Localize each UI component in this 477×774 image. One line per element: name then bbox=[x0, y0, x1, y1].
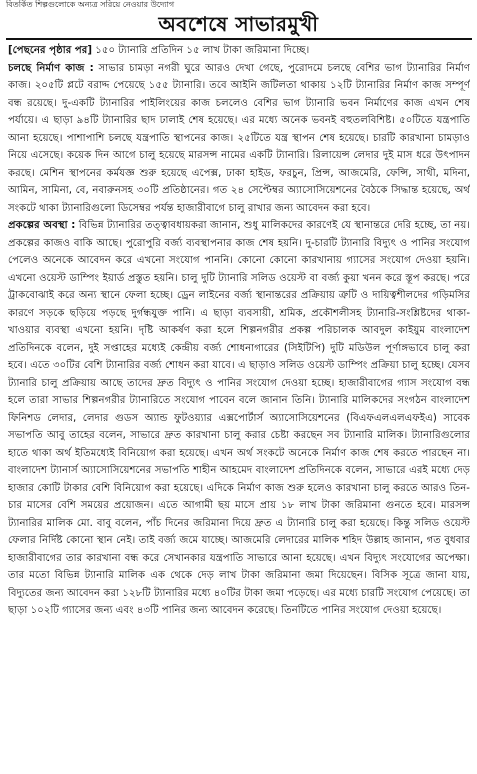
project-status-text: বিভিন্ন ট্যানারির তত্ত্বাবধায়করা জানান, শুধু মালিকদের কারণেই যে স্থানান্তরে দেরি হচ্ছে, তা নয়। প্রকল্পের কাজও বাকি আছে। পুরোপুরি বর্জ্য ব্যবস্থাপনার কাজ শেষ হয়নি। দু-চারটি ট্যানারি বিদ্যুৎ ও পানির সংযোগ পেলেও অনেকে আবেদন করে এখনো সংযোগ পাননি। কোনো কোনো কারখানায় গ্যাসের সংযোগ দেওয়া হয়নি। এখনো ওয়েস্ট ডাম্পিং ইয়ার্ড প্রস্তুত হয়নি। চালু দুটি ট্যানারি সলিড ওয়েস্ট বা বর্জ্য কুয়া খনন করে স্তূপ করছে। পরে ট্রাকবোঝাই করে অন্য স্থানে ফেলা হচ্ছে। ড্রেন লাইনের বর্জ্য স্থানান্তরের প্রক্রিয়ায় ত্রুটি ও দায়িত্বশীলদের গড়িমসির কারণে সড়কে ছড়িয়ে পড়ছে দুর্গন্ধযুক্ত পানি। এ ছাড়া ব্যবসায়ী, শ্রমিক, প্রকৌশলীসহ ট্যানারি-সংশ্লিষ্টদের থাকা-খাওয়ার ব্যবস্থা এখনো হয়নি। দৃষ্টি আকর্ষণ করা হলে শিল্পনগরীর প্রকল্প পরিচালক আবদুল কাইয়ুম বাংলাদেশ প্রতিদিনকে বলেন, দুই সপ্তাহের মধ্যেই কেন্দ্রীয় বর্জ্য শোধনাগারের (সিইটিপি) দুটি মডিউল পূর্ণাঙ্গভাবে চালু করা হবে। এতে ৩০টির বেশি ট্যানারির বর্জ্য শোধন করা যাবে। এ ছাড়াও সলিড ওয়েস্ট ডাম্পিং প্রক্রিয়া চালু হচ্ছে। যেসব ট্যানারি চালু প্রক্রিয়ায় আছে তাদের দ্রুত বিদ্যুৎ ও পানির সংযোগ দেওয়া হচ্ছে। হাজারীবাগের গ্যাস সংযোগ বন্ধ হলে তারা সাভার শিল্পনগরীর ট্যানারিতে সংযোগ পাবেন বলে জানান তিনি। ট্যানারি মালিকদের সংগঠন বাংলাদেশ ফিনিশড লেদার, লেদার গুডস অ্যান্ড ফুটওয়্যার এক্সপোর্টার্স অ্যাসোসিয়েশনের (বিএফএলএলএফইএ) সাবেক সভাপতি আবু তাহের বলেন, সাভারে দ্রুত কারখানা চালু করার চেষ্টা করছেন সব ট্যানারি মালিক। ট্যানারিগুলোর হাতে থাকা অর্থ ইতিমধ্যেই বিনিয়োগ করা হয়েছে। এখন অর্থ সংকটে অনেকে নির্মাণ কাজ শেষ করতে পারছেন না। বাংলাদেশ ট্যানার্স অ্যাসোসিয়েশনের সভাপতি শাহীন আহমেদ বাংলাদেশ প্রতিদিনকে বলেন, সাভারে এরই মধ্যে দেড় হাজার কোটি টাকার বেশি বিনিয়োগ করা হয়েছে। এদিকে নির্মাণ কাজ শুরু হলেও কারখানা চালু করতে আরও তিন-চার মাসের বেশি সময়ের প্রয়োজন। এতে আগামী ছয় মাসে প্রায় ১৮ লাখ টাকা জরিমানা গুনতে হবে। মারসন্স ট্যানারির মালিক মো. বাবু বলেন, পাঁচ দিনের জরিমানা দিয়ে দ্রুত এ ট্যানারি চালু করা হয়েছে। কিন্তু সলিড ওয়েস্ট ফেলার নির্দিষ্ট কোনো স্থান নেই। তাই বর্জ্য জমে যাচ্ছে। আজমেরি লেদারের মালিক শহিদ উল্লাহ জানান, গত বুধবার হাজারীবাগের তার কারখানা বন্ধ করে সেখানকার যন্ত্রপাতি সাভারে আনা হয়েছে। এখন বিদ্যুৎ সংযোগের অপেক্ষা। তার মতো বিভিন্ন ট্যানারি মালিক এক থেকে দেড় লাখ টাকা জরিমানা জমা দিয়েছেন। বিসিক সূত্রে জানা যায়, বিদ্যুতের জন্য আবেদন করা ১২৮টি ট্যানারির মধ্যে ৪০টির টাকা জমা পড়েছে। এর মধ্যে চারটি সংযোগ পেয়েছে। তা ছাড়া ১০২টি গ্যাসের জন্য এবং ৪৩টি পানির জন্য আবেদন করেছে। তিনটিতে পানির সংযোগ দেওয়া হয়েছে। bbox=[8, 220, 470, 616]
paragraph-construction bbox=[8, 60, 470, 218]
paragraph-lead bbox=[8, 42, 470, 60]
lead-text: ১৫০ ট্যানারি প্রতিদিন ১৫ লাখ টাকা জরিমানা দিচ্ছে। bbox=[92, 45, 310, 56]
construction-text: সাভার চামড়া নগরী ঘুরে আরও দেখা গেছে, পুরোদমে চলছে বেশির ভাগ ট্যানারির নির্মাণ কাজ। ২০৫টি প্লটে বরাদ্দ পেয়েছে ১৫৫ ট্যানারি। তবে আইনি জটিলতা থাকায় ১২টি ট্যানারির নির্মাণ কাজ সম্পূর্ণ বন্ধ রয়েছে। দু-একটি ট্যানারির পাইলিংয়ের কাজ চললেও বেশির ভাগ ট্যানারি ভবন নির্মাণের কাজ এখন শেষ পর্যায়ে। এ ছাড়া ৯৪টি ট্যানারির ছাদ ঢালাই শেষ হয়েছে। এর মধ্যে অনেক ভবনই বহুতলবিশিষ্ট। ৫০টিতে যন্ত্রপাতি আনা হয়েছে। পাশাপাশি চলছে যন্ত্রপাতি স্থাপনের কাজ। ২৫টিতে যন্ত্র স্থাপন শেষ হয়েছে। চারটি কারখানা চামড়াও নিয়ে এসেছে। কয়েক দিন আগে চালু হয়েছে মারসন্স নামের একটি ট্যানারি। রিলায়েন্স লেদার দুই মাস ধরে উৎপাদন করছে। মেশিন স্থাপনের কর্মযজ্ঞ শুরু হয়েছে এপেক্স, ঢাকা হাইড, ফরচুন, প্রিন্স, আজমেরি, ফেন্সি, সাথী, মদিনা, আমিন, সামিনা, বে, নবারুনসহ ৩০টি প্রতিষ্ঠানের। গত ২৪ সেপ্টেম্বর অ্যাসোসিয়েশনের বৈঠকে সিদ্ধান্ত হয়েছে, অর্থ সংকটে থাকা ট্যানারিগুলো ডিসেম্বর পর্যন্ত হাজারীবাগে চালু রাখার জন্য আবেদন করা হবে। bbox=[8, 62, 470, 214]
top-strip-text: বিতর্কিত শিল্পগুলোকে অন্যত্র সরিয়ে নেওয়ার উদ্যোগ bbox=[6, 0, 175, 9]
subheading-construction: চলছে নির্মাণ কাজ : bbox=[8, 62, 94, 74]
headline-rule bbox=[6, 38, 472, 40]
subheading-project-status: প্রকল্পের অবস্থা : bbox=[8, 220, 76, 231]
article-body bbox=[8, 42, 470, 770]
continuation-tag: [পেছনের পৃষ্ঠার পর] bbox=[8, 45, 93, 56]
paragraph-project-status bbox=[8, 217, 470, 620]
headline: অবশেষে সাভারমুখী bbox=[158, 12, 319, 36]
